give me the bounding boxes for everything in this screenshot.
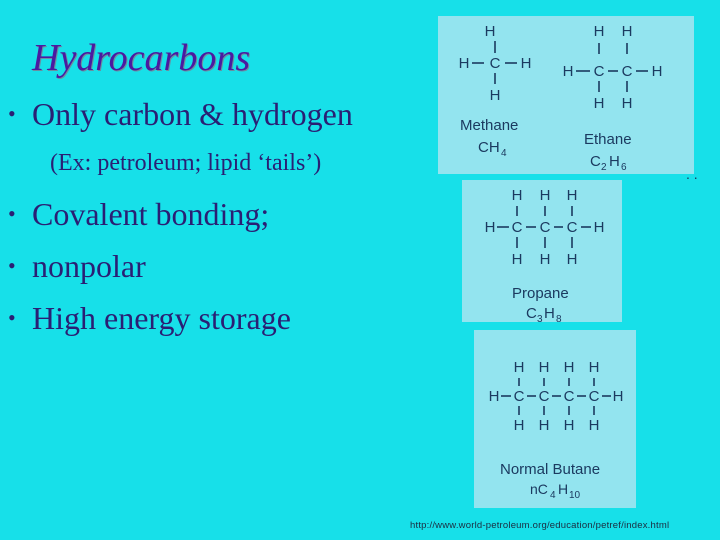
butane-formula-prefix: nC <box>530 481 548 497</box>
bullet-energy <box>8 300 291 337</box>
atom-h: H <box>489 87 501 104</box>
butane-diagram <box>474 330 636 508</box>
propane-formula-c: C <box>526 305 537 322</box>
ethane-formula-c-sub: 2 <box>601 162 607 173</box>
methane-formula-sub: 4 <box>501 148 507 159</box>
methane-structure <box>459 23 532 104</box>
butane-formula-h: H <box>558 481 569 497</box>
atom-h: H <box>484 219 496 236</box>
atom-h: H <box>520 55 532 72</box>
bullet-text: High energy storage <box>32 300 291 336</box>
atom-h: H <box>563 359 575 376</box>
butane-name: Normal Butane <box>500 461 601 478</box>
propane-formula-h-sub: 8 <box>556 314 562 322</box>
atom-c: C <box>621 63 633 80</box>
atom-h: H <box>513 359 525 376</box>
propane-structure <box>485 187 605 268</box>
atom-h: H <box>621 95 633 112</box>
atom-h: H <box>651 63 663 80</box>
bullet-text: nonpolar <box>32 248 146 284</box>
atom-h: H <box>562 63 574 80</box>
butane-formula-c-sub: 4 <box>550 490 556 501</box>
atom-h: H <box>593 23 605 40</box>
atom-h: H <box>539 251 551 268</box>
methane-name: Methane <box>460 117 519 134</box>
atom-c: C <box>593 63 605 80</box>
atom-c: C <box>489 55 501 72</box>
bullet-dot: • <box>8 201 16 226</box>
ethane-name: Ethane <box>584 131 632 148</box>
atom-h: H <box>566 187 578 204</box>
atom-h: H <box>566 251 578 268</box>
atom-c: C <box>511 219 523 236</box>
atom-h: H <box>538 359 550 376</box>
propane-formula-c-sub: 3 <box>537 314 543 322</box>
decorative-dots: . . <box>686 166 698 182</box>
bullet-nonpolar <box>8 248 146 285</box>
atom-c: C <box>513 388 525 405</box>
atom-h: H <box>458 55 470 72</box>
atom-h: H <box>484 23 496 40</box>
slide-title: Hydrocarbons <box>32 37 251 79</box>
bullet-dot: • <box>8 253 16 278</box>
atom-h: H <box>588 359 600 376</box>
bullet-only-carbon <box>8 96 353 133</box>
methane-formula: CH <box>478 139 500 156</box>
atom-h: H <box>538 417 550 434</box>
ethane-formula-h-sub: 6 <box>621 162 627 173</box>
methane-ethane-diagram <box>438 16 694 174</box>
atom-h: H <box>621 23 633 40</box>
ethane-structure <box>563 23 663 112</box>
atom-h: H <box>588 417 600 434</box>
atom-h: H <box>593 219 605 236</box>
propane-name: Propane <box>512 285 569 302</box>
bullet-dot: • <box>8 101 16 126</box>
atom-h: H <box>513 417 525 434</box>
atom-h: H <box>563 417 575 434</box>
bullet-covalent <box>8 196 269 233</box>
propane-formula-h: H <box>544 305 555 322</box>
atom-h: H <box>593 95 605 112</box>
ethane-formula-h: H <box>609 153 620 170</box>
atom-c: C <box>563 388 575 405</box>
bullet-text: Covalent bonding; <box>32 196 270 232</box>
atom-h: H <box>539 187 551 204</box>
butane-structure <box>489 359 624 434</box>
atom-h: H <box>488 388 500 405</box>
bullet-dot: • <box>8 305 16 330</box>
atom-c: C <box>588 388 600 405</box>
atom-h: H <box>511 251 523 268</box>
ethane-formula-c: C <box>590 153 601 170</box>
atom-h: H <box>511 187 523 204</box>
atom-h: H <box>612 388 624 405</box>
propane-diagram <box>462 180 622 322</box>
butane-formula-h-sub: 10 <box>569 490 581 501</box>
source-link[interactable]: http://www.world-petroleum.org/education/petref/index.html <box>410 520 670 531</box>
atom-c: C <box>566 219 578 236</box>
example-text: (Ex: petroleum; lipid ‘tails’) <box>50 150 322 176</box>
atom-c: C <box>538 388 550 405</box>
atom-c: C <box>539 219 551 236</box>
bullet-text: Only carbon & hydrogen <box>32 96 353 132</box>
